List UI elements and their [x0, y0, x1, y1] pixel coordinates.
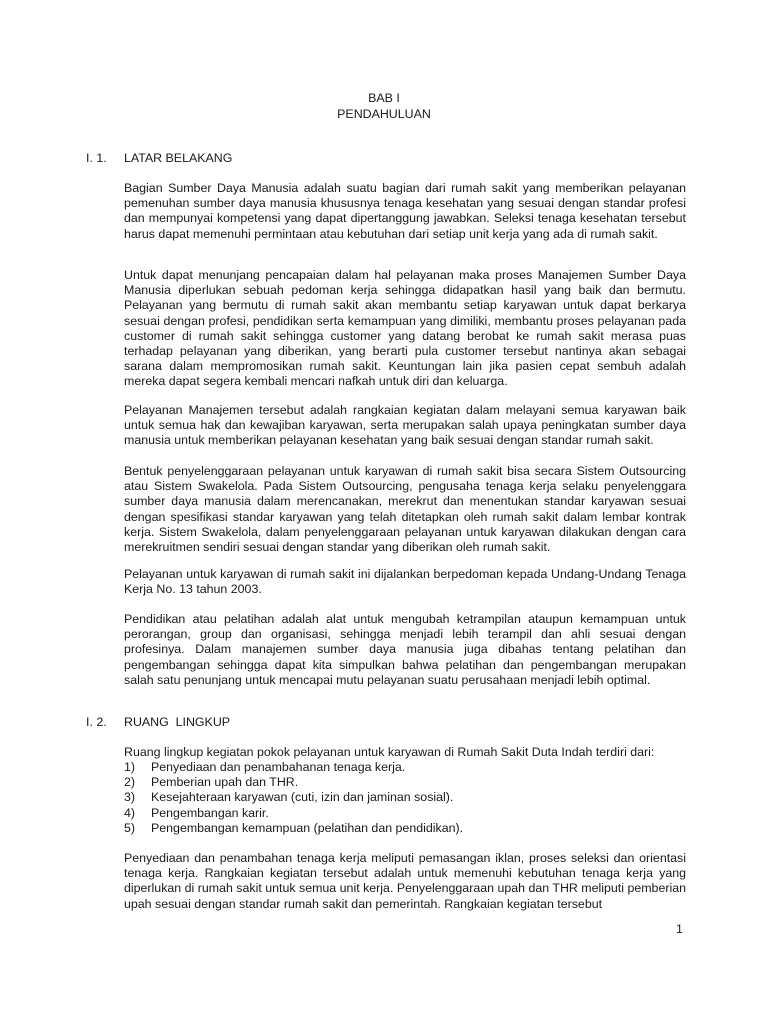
list-text: Pengembangan kemampuan (pelatihan dan pendidikan).	[151, 820, 464, 835]
list-text: Pemberian upah dan THR.	[151, 775, 299, 790]
scope-intro: Ruang lingkup kegiatan pokok pelayanan untuk karyawan di Rumah Sakit Duta Indah terdiri dari:	[124, 745, 655, 759]
section-title: RUANG LINGKUP	[124, 715, 231, 729]
list-item	[124, 760, 686, 775]
section-number: I. 1.	[86, 151, 107, 165]
page-number: 1	[676, 922, 683, 936]
section-number: I. 2.	[86, 715, 107, 729]
section-heading-latar-belakang	[86, 151, 232, 166]
paragraph-5: Pelayanan untuk karyawan di rumah sakit ini dijalankan berpedoman kepada Undang-Undang Tenaga Kerja No. 13 tahun 2003.	[124, 567, 686, 597]
paragraph-1: Bagian Sumber Daya Manusia adalah suatu bagian dari rumah sakit yang memberikan pelayanan pemenuhan sumber daya manusia khususnya tenaga kesehatan yang sesuai dengan standar profesi dan mempunyai kompetensi yang dapat dipertanggung jawabkan. Seleksi tenaga kesehatan tersebut harus dapat memenuhi permintaan atau kebutuhan dari setiap unit kerja yang ada di rumah sakit.	[124, 181, 686, 241]
list-item	[124, 806, 686, 821]
list-text: Penyediaan dan penambahanan tenaga kerja.	[151, 760, 406, 774]
paragraph-2: Untuk dapat menunjang pencapaian dalam hal pelayanan maka proses Manajemen Sumber Daya Manusia diperlukan sebuah pedoman kerja sehingga didapatkan hasil yang baik dan bermutu. Pelayanan yang bermutu di rumah sakit akan membantu setiap karyawan untuk dapat berkarya sesuai dengan profesi, pendidikan serta kemampuan yang dimiliki, membantu proses pelayanan pada customer di rumah sakit sehingga customer yang datang berobat ke rumah sakit merasa puas terhadap pelayanan yang diberikan, yang berarti pula customer tersebut nantinya akan sebagai sarana dalam mempromosikan rumah sakit. Keuntungan lain jika pasien cepat sembuh adalah mereka dapat segera kembali mencari nafkah untuk diri dan keluarga.	[124, 268, 686, 389]
section-title: LATAR BELAKANG	[124, 151, 233, 165]
paragraph-4: Bentuk penyelenggaraan pelayanan untuk karyawan di rumah sakit bisa secara Sistem Outsourcing atau Sistem Swakelola. Pada Sistem Outsourcing, pengusaha tenaga kerja selaku penyelenggara sumber daya manusia dalam merencanakan, merekrut dan menentukan standar karyawan sesuai dengan spesifikasi standar karyawan yang telah ditetapkan oleh rumah sakit dalam lembar kontrak kerja. Sistem Swakelola, dalam penyelenggaraan pelayanan untuk karyawan dilakukan dengan cara merekruitmen sendiri sesuai dengan standar yang diberikan oleh rumah sakit.	[124, 464, 686, 555]
list-number: 2)	[124, 775, 136, 790]
list-item	[124, 821, 686, 836]
list-number: 4)	[124, 805, 136, 820]
list-item	[124, 790, 686, 805]
scope-closing-paragraph: Penyediaan dan penambahan tenaga kerja meliputi pemasangan iklan, proses seleksi dan orientasi tenaga kerja. Rangkaian kegiatan tersebut adalah untuk memenuhi kebutuhan tenaga kerja yang diperlukan di rumah sakit untuk semua unit kerja. Penyelenggaraan upah dan THR meliputi pemberian upah sesuai dengan standar rumah sakit dan pemerintah. Rangkaian kegiatan tersebut	[124, 851, 686, 911]
list-number: 3)	[124, 790, 136, 805]
list-number: 1)	[124, 760, 136, 774]
section-heading-ruang-lingkup	[86, 715, 230, 730]
list-text: Pengembangan karir.	[151, 805, 269, 820]
paragraph-3: Pelayanan Manajemen tersebut adalah rangkaian kegiatan dalam melayani semua karyawan baik untuk semua hak dan kewajiban karyawan, serta merupakan salah upaya peningkatan sumber daya manusia untuk memberikan pelayanan kesehatan yang baik sesuai dengan standar rumah sakit.	[124, 403, 686, 448]
paragraph-6: Pendidikan atau pelatihan adalah alat untuk mengubah ketrampilan ataupun kemampuan untuk perorangan, group dan organisasi, sehingga menjadi lebih terampil dan ahli sesuai dengan profesinya. Dalam manajemen sumber daya manusia juga dibahas tentang pelatihan dan pengembangan sehingga dapat kita simpulkan bahwa pelatihan dan pengembangan merupakan salah satu penunjang untuk mencapai mutu pelayanan suatu perusahaan menjadi lebih optimal.	[124, 612, 686, 687]
chapter-number: BAB I	[368, 91, 400, 105]
list-item	[124, 775, 686, 790]
list-text: Kesejahteraan karyawan (cuti, izin dan jaminan sosial).	[151, 790, 454, 805]
chapter-title: PENDAHULUAN	[337, 107, 431, 121]
list-number: 5)	[124, 820, 136, 835]
scope-list	[124, 760, 686, 836]
